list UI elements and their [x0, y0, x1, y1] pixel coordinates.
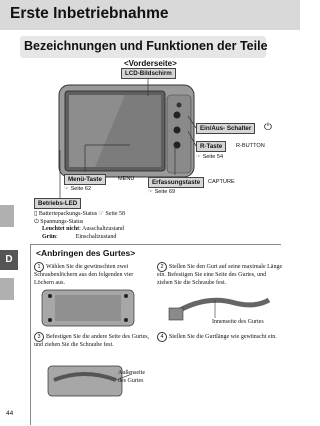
r-button-page: Seite 54: [202, 154, 224, 160]
outer-side-label: [118, 370, 145, 385]
step-1-text: Wählen Sie die gewünschten zwei Schraubenlöchern aus den folgenden vier Löchern aus.: [34, 264, 134, 286]
outer-side-label-line-1: Außenseite: [118, 370, 145, 376]
language-tab: D: [0, 250, 18, 270]
inner-side-label: Innenseite des Gurtes: [212, 319, 264, 325]
power-switch-label: Ein/Aus- Schalter: [196, 123, 255, 134]
status-block: ▯ Batteriepackungs-Status ☞ Seite 58 ⏻ Spannungs-Status Leuchtet nicht: Ausschaltzustand Grün: Einschaltzustand: [34, 211, 126, 240]
lcd-label: LCD-Bildschirm: [121, 68, 176, 79]
battery-page: Seite 58: [105, 211, 126, 217]
page-ref-icon: ☞: [148, 189, 155, 195]
off-value: Ausschaltzustand: [82, 226, 125, 233]
step-4-number: 4: [157, 332, 167, 342]
step-2: [157, 262, 283, 287]
page-ref-icon: ☞: [196, 154, 203, 160]
section-title: Bezeichnungen und Funktionen der Teile: [24, 39, 268, 53]
step-2-number: 2: [157, 262, 167, 272]
belt-illustration: [165, 288, 275, 323]
page-title: Erste Inbetriebnahme: [10, 5, 169, 22]
step-1: [34, 262, 152, 287]
power-status-icon: ⏻: [34, 218, 41, 225]
menu-button-caption: MENU: [118, 176, 135, 182]
page-ref-icon: ☞: [98, 211, 106, 217]
battery-status: Batteriepackungs-Status: [38, 211, 98, 217]
green-value: Einschaltzustand: [75, 233, 117, 240]
step-3-text: Befestigen Sie die andere Seite des Gurtes, und ziehen Sie die Schraube fest.: [34, 334, 150, 348]
step-3: [34, 332, 152, 350]
r-button-caption: R-BUTTON: [236, 143, 265, 149]
power-icon: ⏻: [264, 122, 272, 133]
capture-button-label: Erfassungstaste: [148, 177, 204, 188]
menu-button-label: Menü-Taste: [64, 174, 106, 185]
step-4: [157, 332, 283, 342]
r-button-label: R-Taste: [196, 141, 226, 152]
battery-icon: ▯: [34, 211, 39, 217]
device-back-illustration: [40, 287, 140, 329]
power-status: Spannungs-Status: [40, 218, 84, 225]
front-heading: <Vorderseite>: [124, 59, 177, 68]
led-label: Betriebs-LED: [34, 198, 81, 209]
green-label: Grün: [42, 233, 57, 240]
page-number: 44: [6, 410, 14, 417]
capture-button-caption: CAPTURE: [208, 179, 235, 185]
step-1-number: 1: [34, 262, 44, 272]
off-label: Leuchtet nicht: [42, 226, 80, 233]
step-3-number: 3: [34, 332, 44, 342]
belt-heading: <Anbringen des Gurtes>: [36, 248, 136, 258]
menu-button-page: Seite 62: [70, 186, 92, 192]
page-ref-icon: ☞: [64, 186, 71, 192]
step-4-text: Stellen Sie die Gurtlänge wie gewünscht ein.: [169, 334, 277, 340]
capture-button-page: Seite 69: [154, 189, 176, 195]
step-2-text: Stellen Sie den Gurt auf seine maximale Länge ein. Befestigen Sie eine Seite des Gurtes, und ziehen Sie die Schraube fest.: [157, 264, 283, 286]
outer-side-label-line-2: des Gurtes: [118, 377, 144, 384]
